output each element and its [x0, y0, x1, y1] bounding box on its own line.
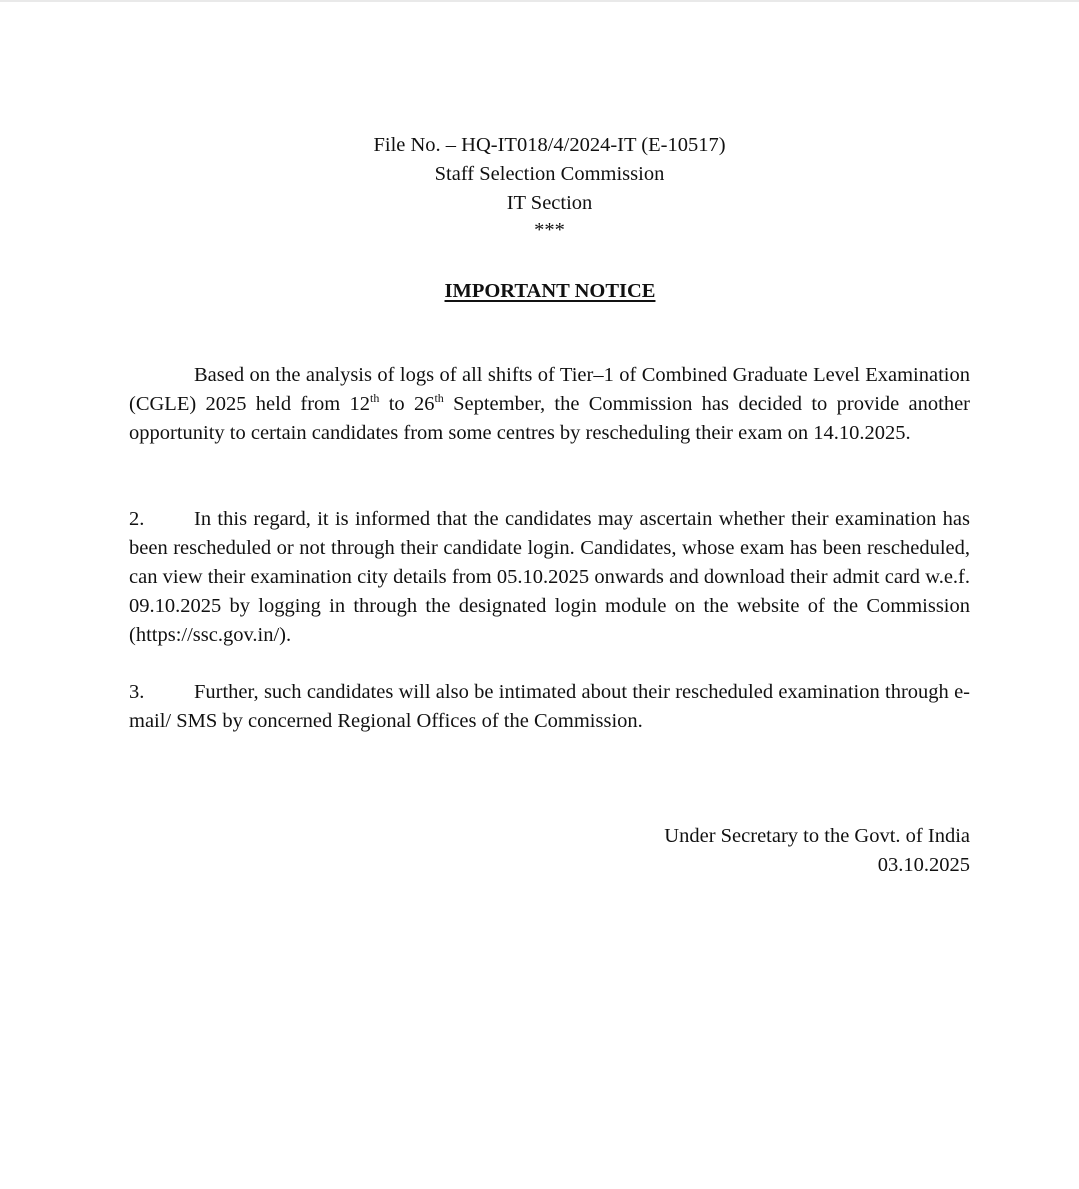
paragraph-3: [129, 678, 970, 736]
organization-name: Staff Selection Commission: [434, 163, 665, 185]
signatory-designation: Under Secretary to the Govt. of India: [664, 825, 970, 847]
paragraph-1-text-b: to 26: [379, 393, 435, 415]
superscript-th-2: th: [434, 391, 444, 406]
paragraph-1-text-c: September, the Commission has decided to provide another opportunity to certain candidates from some centres by rescheduling their exam on 14.10.2025.: [129, 393, 971, 444]
superscript-th-1: th: [370, 391, 380, 406]
paragraph-1-text-a: Based on the analysis of logs of all shifts of Tier–1 of Combined Graduate Level Examination (CGLE) 2025 held from 12: [129, 364, 970, 415]
notice-header: [0, 131, 1079, 242]
file-number: File No. – HQ-IT018/4/2024-IT (E-10517): [373, 134, 726, 156]
paragraph-3-text: Further, such candidates will also be intimated about their rescheduled examination through e-mail/ SMS by concerned Regional Offices of the Commission.: [129, 681, 970, 732]
paragraph-2-number: 2.: [129, 508, 145, 530]
paragraph-2: [129, 505, 970, 650]
page-top-border: [0, 0, 1079, 2]
signature-block: [664, 822, 970, 880]
notice-title: IMPORTANT NOTICE: [444, 280, 656, 302]
separator-stars: ***: [534, 219, 565, 241]
paragraph-3-number: 3.: [129, 681, 145, 703]
section-name: IT Section: [506, 192, 593, 214]
notice-date: 03.10.2025: [877, 854, 970, 876]
paragraph-2-text: In this regard, it is informed that the candidates may ascertain whether their examination has been rescheduled or not through their candidate login. Candidates, whose exam has been rescheduled, can view their examination city details from 05.10.2025 onwards and download their admit card w.e.f. 09.10.2025 by logging in through the designated login module on the website of the Commission (https://ssc.gov.in/).: [129, 508, 970, 646]
paragraph-1: [129, 361, 970, 448]
